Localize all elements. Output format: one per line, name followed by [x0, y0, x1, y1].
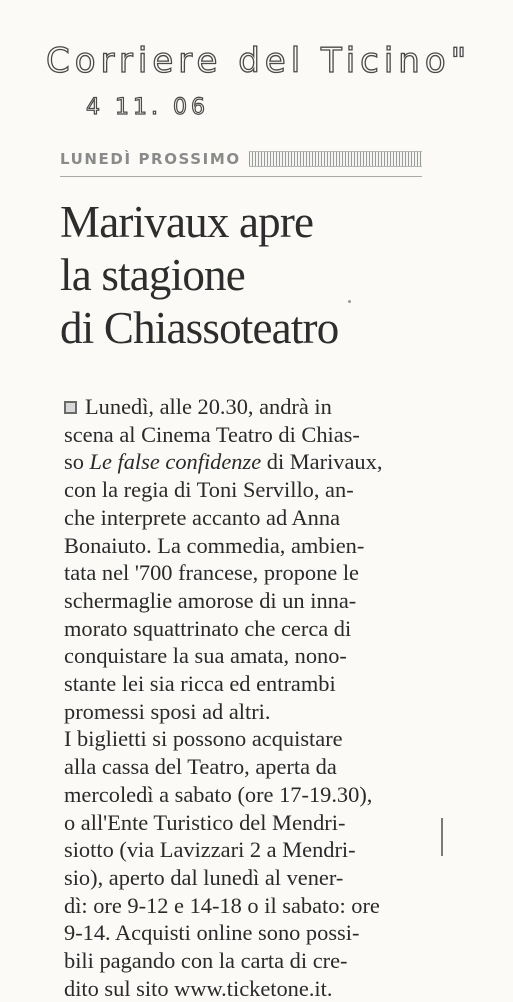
body-line: siotto (via Lavizzari 2 a Mendri- [64, 837, 356, 863]
headline-line: Marivaux apre [60, 197, 314, 247]
margin-dot [348, 300, 351, 303]
body-line: schermaglie amorose di un inna- [64, 587, 357, 613]
kicker-bar [249, 151, 422, 167]
article-headline [60, 196, 440, 355]
headline-line: la stagione [60, 250, 245, 300]
body-line: Lunedì, alle 20.30, andrà in [64, 393, 434, 421]
body-line: dì: ore 9-12 e 14-18 o il sabato: ore [64, 892, 380, 918]
kicker-row [60, 146, 422, 172]
body-line: dito sul sito www.ticketone.it. [64, 975, 333, 1001]
kicker-label: LUNEDÌ PROSSIMO [60, 150, 241, 168]
body-line: Bonaiuto. La commedia, ambien- [64, 532, 365, 558]
body-line: sio), aperto dal lunedì al vener- [64, 864, 344, 890]
body-line: 9-14. Acquisti online sono possi- [64, 920, 360, 946]
body-line: scena al Cinema Teatro di Chias- [64, 421, 360, 447]
body-line: con la regia di Toni Servillo, an- [64, 477, 354, 503]
body-line: bili pagando con la carta di cre- [64, 948, 348, 974]
body-line: conquistare la sua amata, nono- [64, 643, 347, 669]
body-line: stante lei sia ricca ed entrambi [64, 671, 336, 697]
handwritten-date: 4 11. 06 [86, 95, 209, 120]
handwritten-annotation [40, 28, 510, 128]
body-line: o all'Ente Turistico del Mendri- [64, 809, 346, 835]
body-line: tata nel '700 francese, propone le [64, 560, 359, 586]
body-line: che interprete accanto ad Anna [64, 504, 341, 530]
body-line: so Le false confidenze di Marivaux, [64, 449, 383, 475]
body-line: promessi sposi ad altri. [64, 698, 271, 724]
article-body [64, 393, 434, 1002]
body-line: alla cassa del Teatro, aperta da [64, 754, 337, 780]
margin-line [441, 818, 443, 856]
body-line: mercoledì a sabato (ore 17-19.30), [64, 781, 373, 807]
square-bullet-icon [64, 401, 77, 414]
headline-line: di Chiassoteatro [60, 303, 339, 353]
handwritten-source: Corriere del Ticino" [46, 41, 472, 81]
body-line: I biglietti si possono acquistare [64, 726, 343, 752]
play-title: Le false confidenze [89, 449, 262, 475]
kicker-rule [60, 176, 422, 177]
body-line: morato squattrinato che cerca di [64, 615, 352, 641]
